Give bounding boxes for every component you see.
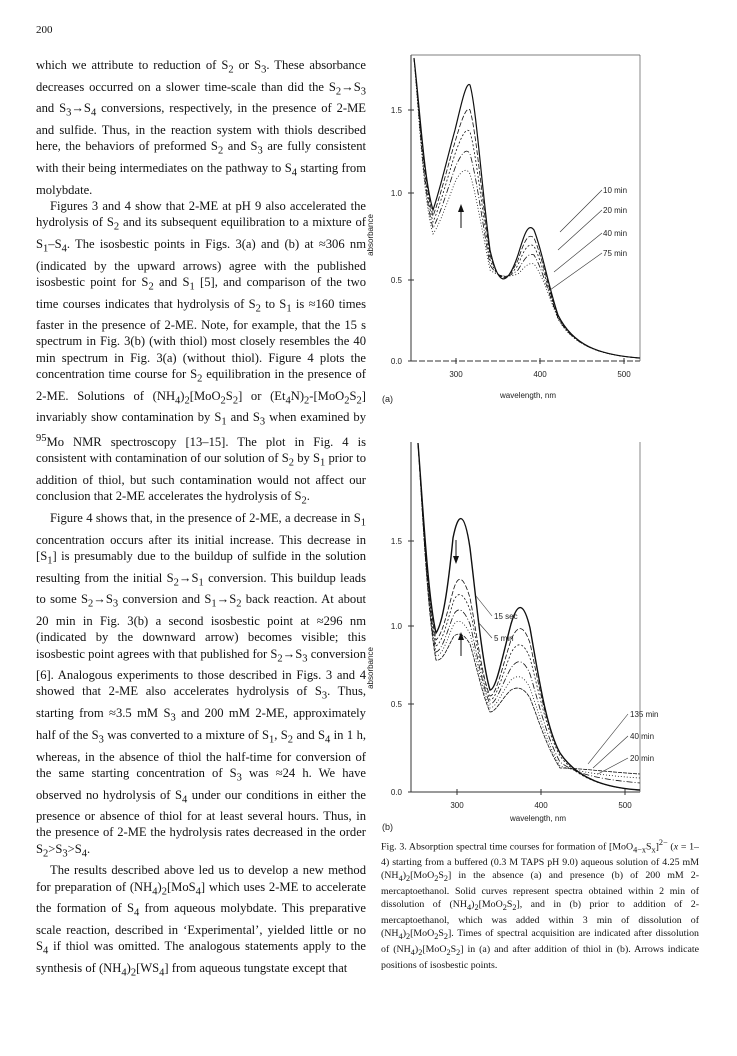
curve-label: 20 min <box>603 206 628 215</box>
spectrum-20min <box>418 443 640 783</box>
curve-label: 75 min <box>603 249 628 258</box>
x-tick-label: 300 <box>450 801 464 810</box>
spectra-curves <box>418 443 640 790</box>
annotation-leaders <box>476 596 628 774</box>
y-tick-label: 1.5 <box>390 106 402 115</box>
paragraph: Figures 3 and 4 show that 2-ME at pH 9 also accelerated the hydrolysis of $S_2$ and its subsequent equilibration to a mixture of $S_1-S_4$. The isosbestic points in Figs. 3(a) and (b) at ≈306 nm (indicated by the upward arrows) agree with the published isosbestic point for $S_2$ and $S_1$ [5], and comparison of the two time courses indicates that hydrolysis of $S_2$ to $S_1$ is ≈160 times faster in the presence of 2-ME. Note, for example, that the 15 s spectrum in Fig. 3(b) (with thiol) most closely resembles the 40 min spectrum in Fig. 3(a) (without thiol). Figure 4 plots the concentration time course for $S_2$ equilibration in the presence of 2-ME. Solutions of $(NH_4)_2[MoO_2S_2]$ or $(Et_4N)_2-[MoO_2S_2]$ invariably show contamination by $S_1$ and $S_3$ when examined by $^{95}$Mo NMR spectroscopy [13–15]. The plot in Fig. 4 is consistent with contamination of our solution of $S_2$ by $S_1$ prior to addition of thiol, but such contamination would not affect our conclusion that 2-ME accelerates the hydrolysis of $S_2$. <box>36 199 367 507</box>
annotation-leaders <box>550 190 602 290</box>
x-tick-label: 400 <box>534 801 548 810</box>
x-tick-label: 400 <box>533 370 547 379</box>
y-tick-label: 0.5 <box>390 700 402 709</box>
curve-label: 10 min <box>603 186 628 195</box>
spectrum-15sec <box>418 443 640 790</box>
curve-label: 135 min <box>630 710 659 719</box>
page-number: 200 <box>36 24 53 36</box>
curve-label: 40 min <box>630 732 655 741</box>
paragraph: The results described above led us to develop a new method for preparation of $(NH_4)_2[MoS_4]$ which uses 2-ME to accelerate the formation of $S_4$ from aqueous molybdate. This preparative scale reaction, described in ‘Experimental’, yielded little or no $S_4$ if thiol was omitted. The analogous statements apply to the synthesis of $(NH_4)_2[WS_4]$ from aqueous tungstate except that <box>36 863 366 979</box>
curve-label: 20 min <box>630 754 655 763</box>
figure-caption <box>381 836 699 972</box>
y-tick-label: 1.0 <box>390 622 402 631</box>
spectrum-initial <box>418 443 640 790</box>
panel-b-chart <box>366 428 700 833</box>
curve-label: 5 min <box>494 634 514 643</box>
panel-tag: (b) <box>382 822 393 832</box>
isosbestic-arrows <box>453 540 464 656</box>
x-tick-label: 500 <box>618 801 632 810</box>
isosbestic-arrow <box>458 204 464 228</box>
y-tick-label: 0.0 <box>390 788 402 797</box>
curve-label: 15 sec <box>494 612 518 621</box>
y-tick-label: 1.0 <box>390 189 402 198</box>
x-axis-label: wavelength, nm <box>499 391 557 400</box>
curve-label: 40 min <box>603 229 628 238</box>
y-tick-label: 0.5 <box>390 276 402 285</box>
y-tick-label: 0.0 <box>390 357 402 366</box>
y-tick-label: 1.5 <box>390 537 402 546</box>
x-tick-label: 500 <box>617 370 631 379</box>
y-axis-label: absorbance <box>366 647 375 689</box>
spectrum-5min <box>418 443 640 790</box>
spectrum-40min <box>418 443 640 778</box>
x-axis-label: wavelength, nm <box>509 814 567 823</box>
panel-a-chart <box>366 50 700 410</box>
paragraph: Figure 4 shows that, in the presence of 2-ME, a decrease in $S_1$ concentration occurs after its initial increase. This decrease in $[S_1]$ is presumably due to the buildup of sulfide in the solution resulting from the initial $S_2\to S_1$ conversion. This buildup leads to some $S_2\to S_3$ conversion and $S_1\to S_2$ back reaction. At about 20 min in Fig. 3(b) a second isosbestic point at ≈296 nm (indicated by the downward arrow) becomes visible; this isosbestic point agrees with that published for $S_2\to S_3$ conversion [6]. Analogous experiments to those described in Figs. 3 and 4 showed that 2-ME also accelerates hydrolysis of $S_3$. Thus, starting from ≈3.5 mM $S_3$ and 200 mM 2-ME, approximately half of the $S_3$ was converted to a mixture of $S_1$, $S_2$ and $S_4$ in 1 h, whereas, in the absence of thiol the half-time for conversion of the same starting concentration of $S_3$ was ≈24 h. We have observed no hydrolysis of $S_4$ under our conditions in either the presence or absence of thiol for at least several hours. Thus, in the presence of 2-ME the hydrolysis rates decreased in the order $S_2>S_3>S_4$. <box>36 511 367 860</box>
caption-text: Fig. 3. Absorption spectral time courses for formation of $[MoO_{4-x}S_x]^{2-}$ (x = 1–4) starting from a buffered (0.3 M TAPS pH 9.0) aqueous solution of 4.25 mM $(NH_4)_2[MoO_2S_2]$ in the absence (a) and presence (b) of 200 mM 2-mercaptoethanol. Solid curves represent spectra obtained within 2 min of dissolution of $(NH_4)_2[MoO_2S_2]$, and in (b) prior to addition of 2-mercaptoethanol, which was added within 3 min of dissolution of $(NH_4)_2[MoO_2S_2]$. Times of spectral acquisition are indicated after dissolution of $(NH_4)_2[MoO_2S_2]$ in (a) and after addition of thiol in (b). Arrows indicate positions of isosbestic points. <box>381 838 699 972</box>
y-axis-label: absorbance <box>366 214 375 256</box>
x-tick-label: 300 <box>449 370 463 379</box>
body-text-column <box>36 57 366 982</box>
panel-tag: (a) <box>382 394 393 404</box>
paragraph: which we attribute to reduction of $S_2$ or $S_3$. These absorbance decreases occurred on a slower time-scale than did the $S_2\to S_3$ and $S_3\to S_4$ conversions, respectively, in the presence of 2-ME and sulfide. Thus, in the reaction system with thiols described here, the behaviors of preformed $S_2$ and $S_3$ are fully consistent with their being intermediates on the pathway to $S_4$ starting from molybdate. <box>36 58 366 197</box>
